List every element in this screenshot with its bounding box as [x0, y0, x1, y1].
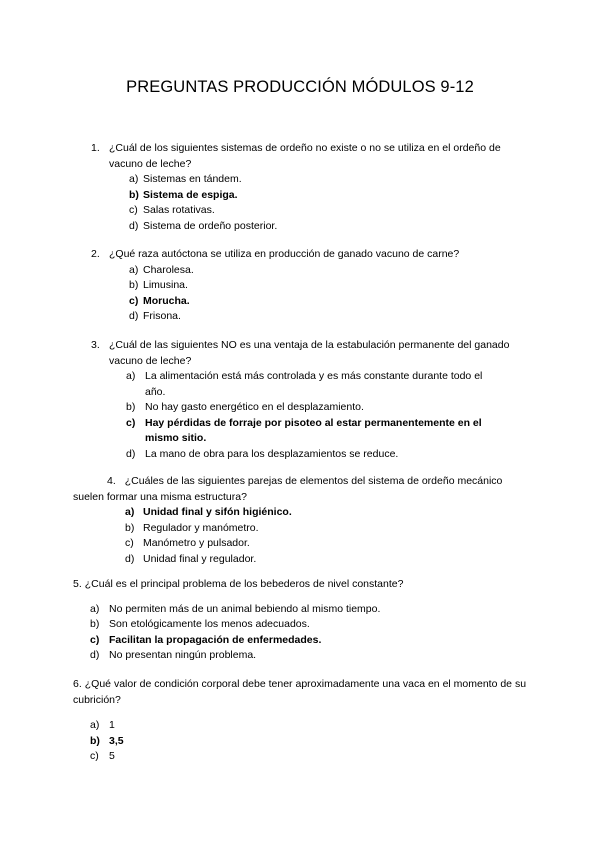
options-list [129, 172, 531, 234]
option-a: a) Sistemas en tándem. [129, 173, 242, 185]
question-2 [91, 247, 531, 325]
option-b: b) No hay gasto energético en el desplazamiento. [126, 401, 364, 413]
options-list [126, 369, 496, 462]
question-number: 1. [91, 142, 100, 154]
question-text [91, 141, 531, 172]
question-prompt: ¿Cuál de las siguientes NO es una ventaja de la estabulación permanente del ganado vacuno de leche? [109, 339, 510, 367]
question-prompt: ¿Cuál de los siguientes sistemas de ordeño no existe o no se utiliza en el ordeño de vacuno de leche? [109, 142, 501, 170]
option-b: b) Sistema de espiga. [129, 188, 238, 201]
question-prompt: ¿Cuál es el principal problema de los bebederos de nivel constante? [84, 578, 404, 590]
option-c: c) Facilitan la propagación de enfermedades. [90, 633, 322, 646]
question-text [91, 247, 531, 263]
option-c: c) Morucha. [129, 294, 190, 307]
option-b: b) 3,5 [90, 734, 124, 747]
option-c: c) Salas rotativas. [129, 204, 215, 216]
option-d: d) La mano de obra para los desplazamientos se reduce. [126, 447, 399, 460]
option-a: a) Charolesa. [129, 263, 194, 276]
options-list [125, 505, 523, 567]
option-c: c) Hay pérdidas de forraje por pisoteo al estar permanentemente en el mismo sitio. [126, 416, 482, 444]
option-a: a) No permiten más de un animal bebiendo al mismo tiempo. [90, 602, 381, 615]
question-6 [73, 677, 533, 765]
question-number: 3. [91, 339, 100, 351]
option-d: d) No presentan ningún problema. [90, 649, 257, 661]
question-text [91, 338, 511, 369]
question-3 [91, 338, 511, 462]
question-4 [73, 474, 523, 567]
question-1 [91, 141, 531, 234]
options-list [90, 602, 533, 664]
question-number: 6. [73, 678, 82, 690]
option-b: b) Son etológicamente los menos adecuados. [90, 618, 310, 630]
options-list [129, 263, 531, 325]
option-d: d) Unidad final y regulador. [125, 552, 257, 565]
option-d: d) Frisona. [129, 310, 181, 322]
question-text [73, 677, 533, 708]
question-5 [73, 577, 533, 664]
question-number: 5. [73, 578, 82, 590]
option-a: a) 1 [90, 719, 115, 731]
question-text [73, 474, 523, 505]
question-prompt: ¿Qué valor de condición corporal debe tener aproximadamente una vaca en el momento de su cubrición? [73, 678, 527, 706]
options-list [90, 718, 533, 765]
option-b: b) Regulador y manómetro. [125, 521, 259, 534]
option-b: b) Limusina. [129, 279, 188, 291]
option-c: c) 5 [90, 750, 115, 762]
question-number: 2. [91, 248, 100, 260]
question-prompt: ¿Qué raza autóctona se utiliza en producción de ganado vacuno de carne? [109, 248, 460, 260]
question-text [73, 577, 533, 593]
option-a: a) Unidad final y sifón higiénico. [125, 506, 292, 518]
question-number: 4. [107, 475, 116, 487]
option-a: a) La alimentación está más controlada y es más constante durante todo el año. [126, 370, 483, 398]
question-prompt: ¿Cuáles de las siguientes parejas de elementos del sistema de ordeño mecánico suelen formar una misma estructura? [73, 475, 503, 503]
option-c: c) Manómetro y pulsador. [125, 537, 250, 549]
option-d: d) Sistema de ordeño posterior. [129, 219, 278, 232]
page-title: PREGUNTAS PRODUCCIÓN MÓDULOS 9-12 [126, 78, 474, 96]
